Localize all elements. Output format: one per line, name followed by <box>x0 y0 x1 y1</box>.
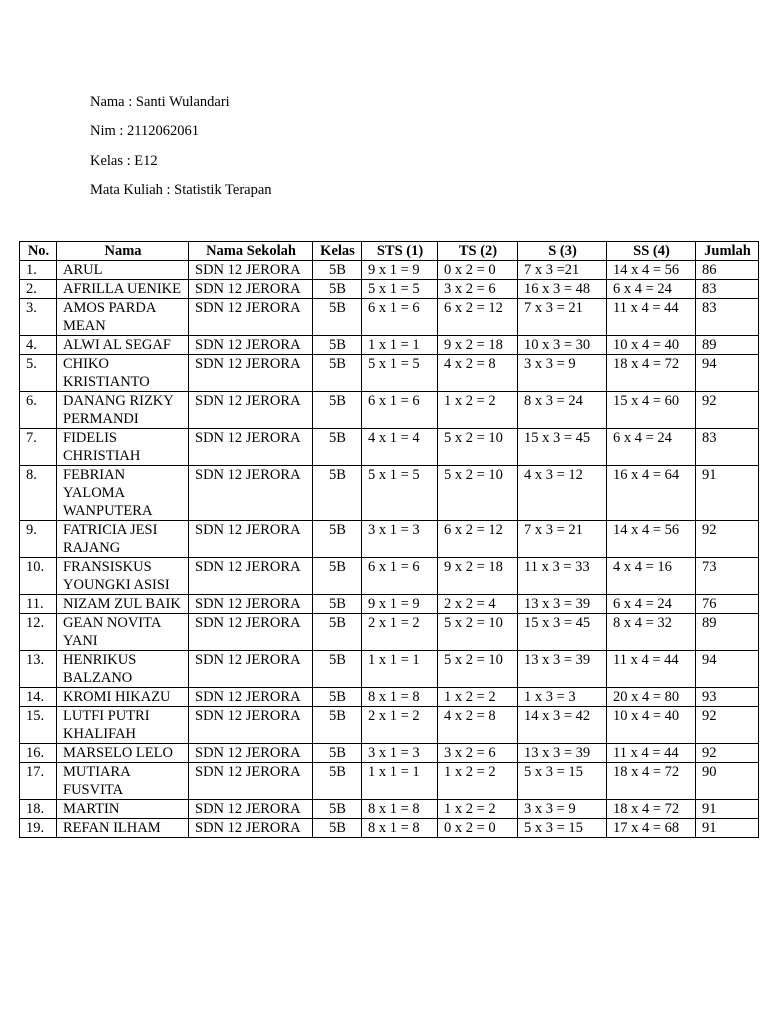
sts-cell: 2 x 1 = 2 <box>362 614 438 651</box>
ts-cell: 4 x 2 = 8 <box>438 355 518 392</box>
ts-cell: 3 x 2 = 6 <box>438 280 518 299</box>
row-number: 3. <box>20 299 57 336</box>
sts-cell: 6 x 1 = 6 <box>362 558 438 595</box>
ts-cell: 5 x 2 = 10 <box>438 466 518 521</box>
student-name-cell: GEAN NOVITA YANI <box>57 614 189 651</box>
score-table <box>19 241 759 838</box>
s-cell: 13 x 3 = 39 <box>518 595 607 614</box>
sts-cell: 2 x 1 = 2 <box>362 707 438 744</box>
class-cell: 5B <box>313 819 362 838</box>
total-cell: 83 <box>696 299 759 336</box>
ss-cell: 14 x 4 = 56 <box>607 521 696 558</box>
column-header: TS (2) <box>438 242 518 261</box>
student-name-cell: MARSELO LELO <box>57 744 189 763</box>
school-cell: SDN 12 JERORA <box>189 819 313 838</box>
sts-cell: 9 x 1 = 9 <box>362 261 438 280</box>
ss-cell: 17 x 4 = 68 <box>607 819 696 838</box>
school-cell: SDN 12 JERORA <box>189 688 313 707</box>
student-name-cell: DANANG RIZKY PERMANDI <box>57 392 189 429</box>
student-name-cell: LUTFI PUTRI KHALIFAH <box>57 707 189 744</box>
row-number: 9. <box>20 521 57 558</box>
table-row <box>20 261 759 280</box>
school-cell: SDN 12 JERORA <box>189 800 313 819</box>
s-cell: 5 x 3 = 15 <box>518 819 607 838</box>
table-row <box>20 651 759 688</box>
ss-cell: 11 x 4 = 44 <box>607 651 696 688</box>
sts-cell: 6 x 1 = 6 <box>362 392 438 429</box>
s-cell: 7 x 3 = 21 <box>518 299 607 336</box>
ss-cell: 6 x 4 = 24 <box>607 429 696 466</box>
ss-cell: 6 x 4 = 24 <box>607 595 696 614</box>
ss-cell: 18 x 4 = 72 <box>607 355 696 392</box>
row-number: 16. <box>20 744 57 763</box>
ss-cell: 6 x 4 = 24 <box>607 280 696 299</box>
total-cell: 92 <box>696 392 759 429</box>
total-cell: 83 <box>696 280 759 299</box>
table-row <box>20 521 759 558</box>
school-cell: SDN 12 JERORA <box>189 595 313 614</box>
table-row <box>20 707 759 744</box>
class-cell: 5B <box>313 744 362 763</box>
ss-cell: 11 x 4 = 44 <box>607 744 696 763</box>
row-number: 11. <box>20 595 57 614</box>
s-cell: 14 x 3 = 42 <box>518 707 607 744</box>
ts-cell: 1 x 2 = 2 <box>438 688 518 707</box>
s-cell: 15 x 3 = 45 <box>518 614 607 651</box>
school-cell: SDN 12 JERORA <box>189 744 313 763</box>
total-cell: 76 <box>696 595 759 614</box>
class-cell: 5B <box>313 800 362 819</box>
s-cell: 10 x 3 = 30 <box>518 336 607 355</box>
class-cell: 5B <box>313 558 362 595</box>
row-number: 13. <box>20 651 57 688</box>
ss-cell: 11 x 4 = 44 <box>607 299 696 336</box>
school-cell: SDN 12 JERORA <box>189 763 313 800</box>
ts-cell: 2 x 2 = 4 <box>438 595 518 614</box>
student-name-cell: MARTIN <box>57 800 189 819</box>
row-number: 14. <box>20 688 57 707</box>
total-cell: 93 <box>696 688 759 707</box>
s-cell: 4 x 3 = 12 <box>518 466 607 521</box>
sts-cell: 9 x 1 = 9 <box>362 595 438 614</box>
class-cell: 5B <box>313 299 362 336</box>
row-number: 17. <box>20 763 57 800</box>
total-cell: 90 <box>696 763 759 800</box>
student-name-cell: HENRIKUS BALZANO <box>57 651 189 688</box>
column-header: No. <box>20 242 57 261</box>
ts-cell: 0 x 2 = 0 <box>438 819 518 838</box>
sts-cell: 5 x 1 = 5 <box>362 280 438 299</box>
row-number: 6. <box>20 392 57 429</box>
s-cell: 15 x 3 = 45 <box>518 429 607 466</box>
column-header: STS (1) <box>362 242 438 261</box>
row-number: 4. <box>20 336 57 355</box>
student-name-cell: NIZAM ZUL BAIK <box>57 595 189 614</box>
sts-cell: 6 x 1 = 6 <box>362 299 438 336</box>
sts-cell: 5 x 1 = 5 <box>362 355 438 392</box>
sts-cell: 5 x 1 = 5 <box>362 466 438 521</box>
class-cell: 5B <box>313 336 362 355</box>
s-cell: 1 x 3 = 3 <box>518 688 607 707</box>
student-name-cell: FEBRIAN YALOMA WANPUTERA <box>57 466 189 521</box>
row-number: 18. <box>20 800 57 819</box>
school-cell: SDN 12 JERORA <box>189 707 313 744</box>
student-name-cell: AFRILLA UENIKE <box>57 280 189 299</box>
total-cell: 91 <box>696 466 759 521</box>
s-cell: 11 x 3 = 33 <box>518 558 607 595</box>
total-cell: 73 <box>696 558 759 595</box>
student-name-cell: FRANSISKUS YOUNGKI ASISI <box>57 558 189 595</box>
table-row <box>20 466 759 521</box>
ts-cell: 5 x 2 = 10 <box>438 429 518 466</box>
s-cell: 13 x 3 = 39 <box>518 651 607 688</box>
column-header: S (3) <box>518 242 607 261</box>
total-cell: 86 <box>696 261 759 280</box>
student-name-cell: FIDELIS CHRISTIAH <box>57 429 189 466</box>
table-row <box>20 392 759 429</box>
table-row <box>20 614 759 651</box>
table-row <box>20 355 759 392</box>
ts-cell: 9 x 2 = 18 <box>438 558 518 595</box>
total-cell: 94 <box>696 651 759 688</box>
table-header-row <box>20 242 759 261</box>
table-row <box>20 336 759 355</box>
student-nim: Nim : 2112062061 <box>90 123 200 140</box>
column-header: Nama <box>57 242 189 261</box>
student-name-cell: CHIKO KRISTIANTO <box>57 355 189 392</box>
ss-cell: 18 x 4 = 72 <box>607 800 696 819</box>
row-number: 10. <box>20 558 57 595</box>
ss-cell: 10 x 4 = 40 <box>607 336 696 355</box>
class-cell: 5B <box>313 429 362 466</box>
sts-cell: 8 x 1 = 8 <box>362 800 438 819</box>
table-row <box>20 800 759 819</box>
school-cell: SDN 12 JERORA <box>189 521 313 558</box>
sts-cell: 1 x 1 = 1 <box>362 336 438 355</box>
ts-cell: 0 x 2 = 0 <box>438 261 518 280</box>
student-name-cell: ALWI AL SEGAF <box>57 336 189 355</box>
s-cell: 7 x 3 =21 <box>518 261 607 280</box>
student-name-cell: FATRICIA JESI RAJANG <box>57 521 189 558</box>
s-cell: 3 x 3 = 9 <box>518 800 607 819</box>
school-cell: SDN 12 JERORA <box>189 280 313 299</box>
sts-cell: 4 x 1 = 4 <box>362 429 438 466</box>
class-cell: 5B <box>313 355 362 392</box>
student-name-cell: MUTIARA FUSVITA <box>57 763 189 800</box>
row-number: 2. <box>20 280 57 299</box>
student-name-cell: ARUL <box>57 261 189 280</box>
school-cell: SDN 12 JERORA <box>189 558 313 595</box>
total-cell: 94 <box>696 355 759 392</box>
s-cell: 5 x 3 = 15 <box>518 763 607 800</box>
student-name: Nama : Santi Wulandari <box>90 94 230 110</box>
ts-cell: 9 x 2 = 18 <box>438 336 518 355</box>
class-cell: 5B <box>313 763 362 800</box>
school-cell: SDN 12 JERORA <box>189 466 313 521</box>
ts-cell: 6 x 2 = 12 <box>438 299 518 336</box>
sts-cell: 3 x 1 = 3 <box>362 521 438 558</box>
column-header: Nama Sekolah <box>189 242 313 261</box>
school-cell: SDN 12 JERORA <box>189 355 313 392</box>
total-cell: 92 <box>696 521 759 558</box>
sts-cell: 1 x 1 = 1 <box>362 651 438 688</box>
total-cell: 83 <box>696 429 759 466</box>
s-cell: 16 x 3 = 48 <box>518 280 607 299</box>
ts-cell: 3 x 2 = 6 <box>438 744 518 763</box>
ts-cell: 4 x 2 = 8 <box>438 707 518 744</box>
table-body <box>20 261 759 838</box>
school-cell: SDN 12 JERORA <box>189 299 313 336</box>
class-cell: 5B <box>313 595 362 614</box>
row-number: 1. <box>20 261 57 280</box>
column-header: Jumlah <box>696 242 759 261</box>
school-cell: SDN 12 JERORA <box>189 614 313 651</box>
ss-cell: 16 x 4 = 64 <box>607 466 696 521</box>
total-cell: 92 <box>696 707 759 744</box>
ts-cell: 1 x 2 = 2 <box>438 763 518 800</box>
row-number: 8. <box>20 466 57 521</box>
row-number: 7. <box>20 429 57 466</box>
class-cell: 5B <box>313 521 362 558</box>
class-cell: 5B <box>313 280 362 299</box>
document-header <box>90 92 272 209</box>
ts-cell: 1 x 2 = 2 <box>438 392 518 429</box>
table-row <box>20 299 759 336</box>
total-cell: 92 <box>696 744 759 763</box>
s-cell: 3 x 3 = 9 <box>518 355 607 392</box>
school-cell: SDN 12 JERORA <box>189 651 313 688</box>
table-row <box>20 280 759 299</box>
total-cell: 91 <box>696 800 759 819</box>
ts-cell: 1 x 2 = 2 <box>438 800 518 819</box>
row-number: 12. <box>20 614 57 651</box>
class-cell: 5B <box>313 707 362 744</box>
row-number: 15. <box>20 707 57 744</box>
row-number: 5. <box>20 355 57 392</box>
school-cell: SDN 12 JERORA <box>189 429 313 466</box>
class-cell: 5B <box>313 392 362 429</box>
table-row <box>20 763 759 800</box>
ss-cell: 18 x 4 = 72 <box>607 763 696 800</box>
school-cell: SDN 12 JERORA <box>189 261 313 280</box>
row-number: 19. <box>20 819 57 838</box>
s-cell: 8 x 3 = 24 <box>518 392 607 429</box>
sts-cell: 1 x 1 = 1 <box>362 763 438 800</box>
class-cell: 5B <box>313 651 362 688</box>
ss-cell: 15 x 4 = 60 <box>607 392 696 429</box>
total-cell: 89 <box>696 336 759 355</box>
column-header: Kelas <box>313 242 362 261</box>
ts-cell: 6 x 2 = 12 <box>438 521 518 558</box>
class-cell: 5B <box>313 614 362 651</box>
ss-cell: 14 x 4 = 56 <box>607 261 696 280</box>
class-cell: 5B <box>313 466 362 521</box>
ss-cell: 20 x 4 = 80 <box>607 688 696 707</box>
column-header: SS (4) <box>607 242 696 261</box>
total-cell: 89 <box>696 614 759 651</box>
ts-cell: 5 x 2 = 10 <box>438 651 518 688</box>
school-cell: SDN 12 JERORA <box>189 336 313 355</box>
school-cell: SDN 12 JERORA <box>189 392 313 429</box>
table-row <box>20 819 759 838</box>
ss-cell: 4 x 4 = 16 <box>607 558 696 595</box>
ts-cell: 5 x 2 = 10 <box>438 614 518 651</box>
ss-cell: 10 x 4 = 40 <box>607 707 696 744</box>
s-cell: 13 x 3 = 39 <box>518 744 607 763</box>
sts-cell: 3 x 1 = 3 <box>362 744 438 763</box>
class-cell: 5B <box>313 688 362 707</box>
student-class: Kelas : E12 <box>90 152 158 169</box>
sts-cell: 8 x 1 = 8 <box>362 688 438 707</box>
table-row <box>20 558 759 595</box>
table-row <box>20 595 759 614</box>
ss-cell: 8 x 4 = 32 <box>607 614 696 651</box>
s-cell: 7 x 3 = 21 <box>518 521 607 558</box>
student-name-cell: KROMI HIKAZU <box>57 688 189 707</box>
student-name-cell: AMOS PARDA MEAN <box>57 299 189 336</box>
course-name: Mata Kuliah : Statistik Terapan <box>90 181 272 198</box>
student-name-cell: REFAN ILHAM <box>57 819 189 838</box>
total-cell: 91 <box>696 819 759 838</box>
table-row <box>20 688 759 707</box>
sts-cell: 8 x 1 = 8 <box>362 819 438 838</box>
table-row <box>20 744 759 763</box>
class-cell: 5B <box>313 261 362 280</box>
table-row <box>20 429 759 466</box>
